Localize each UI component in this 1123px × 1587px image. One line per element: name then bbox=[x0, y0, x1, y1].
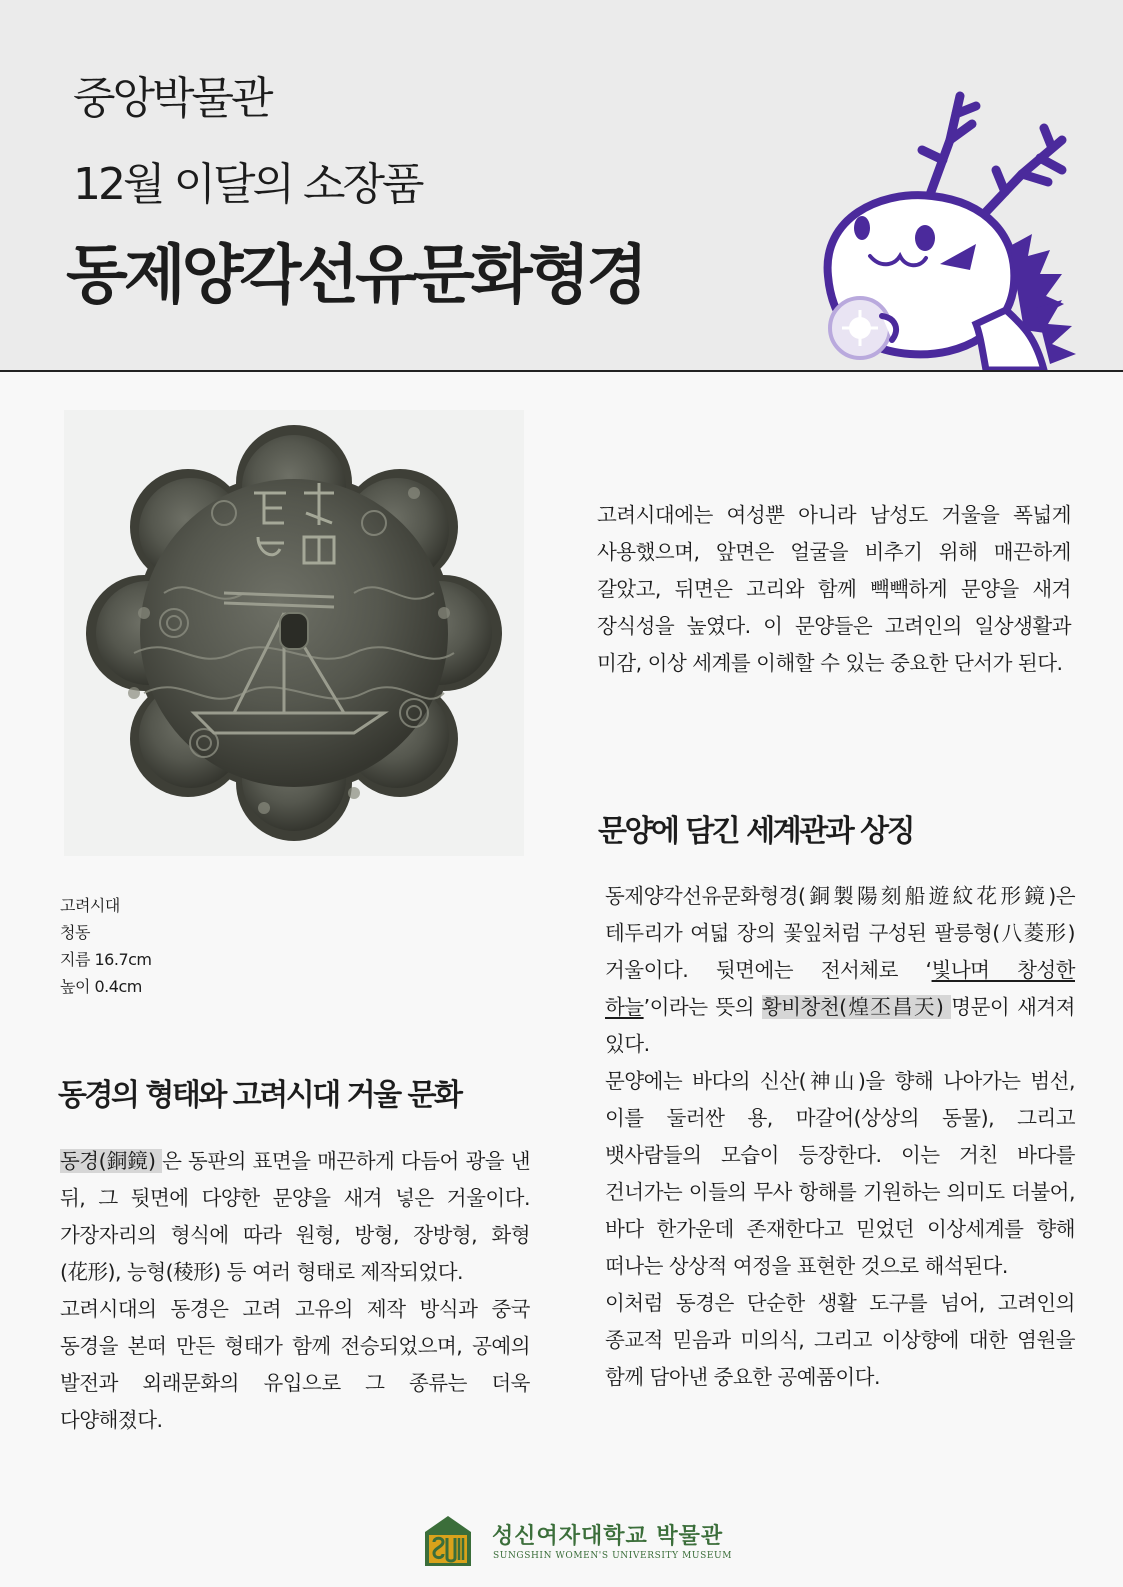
form-text-a: 은 동판의 표면을 매끈하게 다듬어 광을 낸 뒤, 그 뒷면에 다양한 문양을 새겨 넣은 거울이다. 가장자리의 형식에 따라 원형, 방형, 장방형, 화형(花形), 능형(稜形) 등 여러 형태로 제작되었다. bbox=[60, 1149, 531, 1284]
museum-name: 중앙박물관 bbox=[73, 73, 271, 124]
symbolism-text-a: 동제양각선유문화형경(銅製陽刻船遊紋花形鏡)은 테두리가 여덟 장의 꽃잎처럼 구성된 팔릉형(八菱形) 거울이다. 뒷면에는 전서체로 ‘ bbox=[605, 884, 1075, 982]
intro-text: 고려시대에는 여성뿐 아니라 남성도 거울을 폭넓게 사용했으며, 앞면은 얼굴을 비추기 위해 매끈하게 갈았고, 뒤면은 고리와 함께 빽빽하게 문양을 새겨 장식성을 높였다. 이 문양들은 고려인의 일상생활과 미감, 이상 세계를 이해할 수 있는 중요한 단서가 된다. bbox=[597, 503, 1071, 675]
footer-logo bbox=[423, 1514, 733, 1570]
symbolism-paragraph-1 bbox=[605, 878, 1075, 1063]
section-title-form: 동경의 형태와 고려시대 거울 문화 bbox=[58, 1078, 461, 1113]
sungshin-logo-icon bbox=[423, 1514, 473, 1566]
section-body-form bbox=[60, 1143, 530, 1439]
intro-paragraph bbox=[597, 497, 1071, 682]
section-title-symbolism: 문양에 담긴 세계관과 상징 bbox=[598, 814, 914, 849]
dragon-mascot-icon bbox=[800, 78, 1100, 370]
symbolism-text-c: 명문이 새겨져 있다. bbox=[605, 995, 1075, 1056]
artifact-caption bbox=[60, 892, 152, 1000]
symbolism-paragraph-3: 이처럼 동경은 단순한 생활 도구를 넘어, 고려인의 종교적 믿음과 미의식, 그리고 이상향에 대한 염원을 함께 담아낸 중요한 공예품이다. bbox=[605, 1291, 1075, 1389]
section-body-symbolism bbox=[605, 878, 1075, 1396]
form-paragraph-1 bbox=[60, 1143, 530, 1291]
bronze-mirror-image bbox=[64, 410, 524, 856]
symbolism-paragraph-2: 문양에는 바다의 신산(神山)을 향해 나아가는 범선, 이를 둘러싼 용, 마갈어(상상의 동물), 그리고 뱃사람들의 모습이 등장한다. 이는 거친 바다를 건너가는 이들의 무사 항해를 기원하는 의미도 더불어, 바다 한가운데 존재한다고 믿었던 이상세계를 향해 떠나는 상상적 여정을 표현한 것으로 해석된다. bbox=[605, 1069, 1075, 1278]
form-highlighted-term: 동경(銅鏡) bbox=[60, 1149, 163, 1173]
caption-period: 고려시대 bbox=[60, 896, 120, 915]
page-title: 동제양각선유문화형경 bbox=[66, 239, 645, 313]
footer-logo-english: SUNGSHIN WOMEN'S UNIVERSITY MUSEUM bbox=[493, 1551, 733, 1561]
caption-diameter: 지름 16.7cm bbox=[60, 950, 152, 969]
symbolism-underlined-text: 빛나며 창성한 하늘 bbox=[605, 958, 1075, 1019]
symbolism-text-b: ’이라는 뜻의 bbox=[643, 995, 762, 1019]
page-header bbox=[0, 0, 1123, 372]
caption-material: 청동 bbox=[60, 923, 90, 942]
symbolism-highlighted-term: 황비창천(煌丕昌天) bbox=[761, 995, 952, 1019]
header-subtitle: 12월 이달의 소장품 bbox=[73, 159, 422, 210]
caption-height: 높이 0.4cm bbox=[60, 977, 142, 996]
footer-logo-korean: 성신여자대학교 박물관 bbox=[492, 1524, 724, 1549]
form-paragraph-2: 고려시대의 동경은 고려 고유의 제작 방식과 중국 동경을 본떠 만든 형태가 함께 전승되었으며, 공예의 발전과 외래문화의 유입으로 그 종류는 더욱 다양해졌다. bbox=[60, 1297, 530, 1432]
